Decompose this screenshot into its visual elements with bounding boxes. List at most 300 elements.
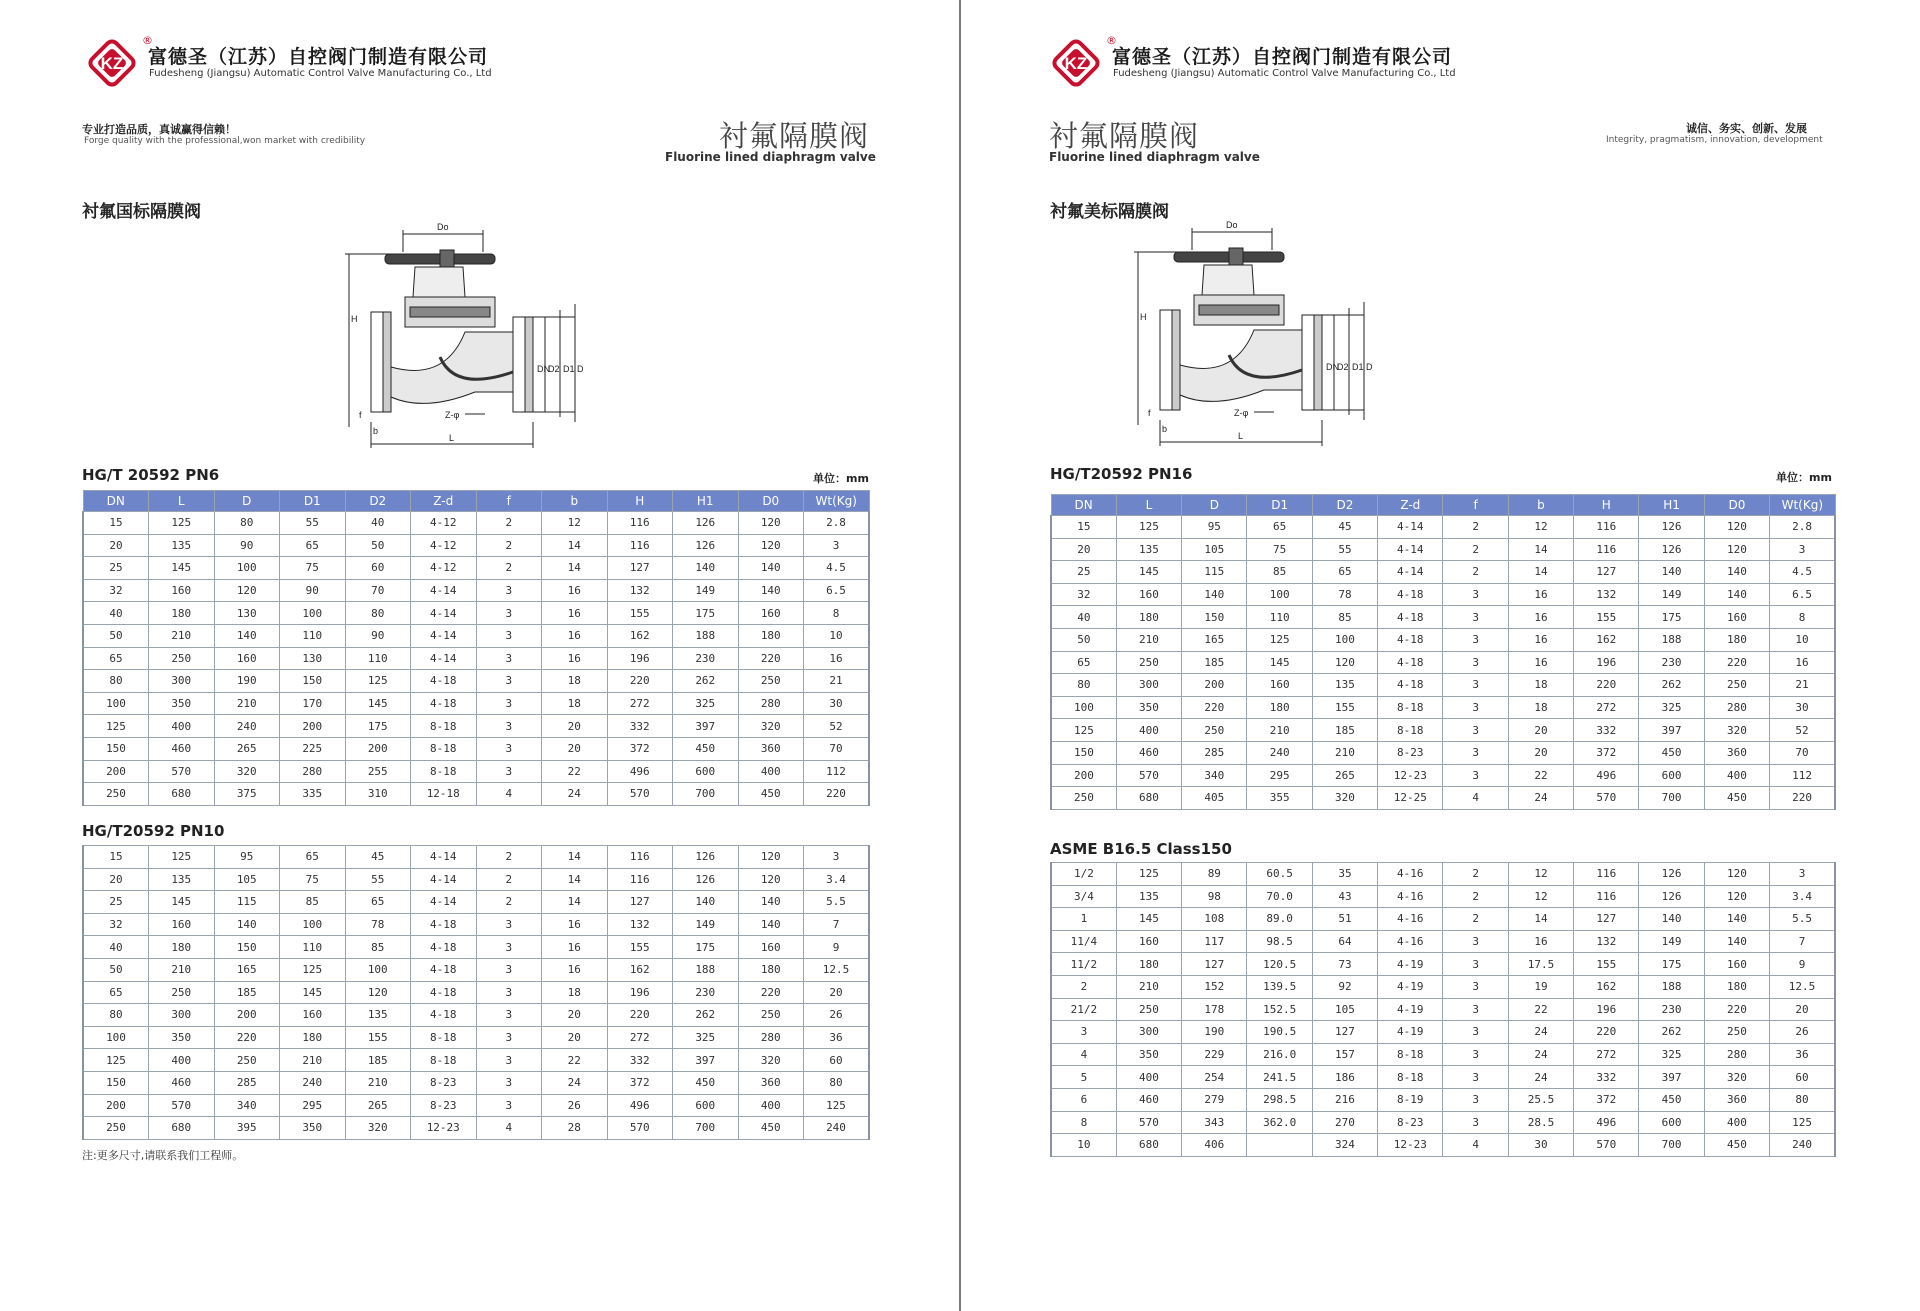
column-header: D (1182, 495, 1247, 516)
table-row (1051, 1066, 1835, 1089)
table-cell: 570 (149, 760, 215, 783)
table-cell: 254 (1182, 1066, 1247, 1089)
table-cell: 108 (1182, 908, 1247, 931)
table-cell: 18 (542, 981, 608, 1004)
table-row (1051, 998, 1835, 1021)
table-cell: 120 (738, 846, 804, 869)
table-cell: 116 (1574, 516, 1639, 539)
table-cell: 332 (607, 715, 673, 738)
table-cell: 12-18 (411, 783, 477, 806)
table-cell: 250 (1116, 998, 1181, 1021)
table-cell: 3 (1443, 674, 1508, 697)
table-cell: 3 (476, 715, 542, 738)
table-cell: 26 (542, 1094, 608, 1117)
table-cell: 149 (1639, 930, 1704, 953)
table-cell: 18 (1508, 696, 1573, 719)
table-cell: 105 (214, 868, 280, 891)
table-cell: 229 (1182, 1043, 1247, 1066)
table-cell: 220 (1574, 1021, 1639, 1044)
table-cell: 250 (1116, 651, 1181, 674)
table-cell: 110 (280, 624, 346, 647)
table-cell: 4 (1443, 1134, 1508, 1157)
table-cell: 150 (214, 936, 280, 959)
table-cell: 272 (607, 1026, 673, 1049)
table-label-pn16: HG/T20592 PN16 (1050, 465, 1193, 483)
table-label-pn10: HG/T20592 PN10 (82, 822, 225, 840)
label-b: b (373, 426, 379, 436)
table-cell: 140 (1704, 908, 1769, 931)
table-cell: 310 (345, 783, 411, 806)
table-cell: 16 (1508, 651, 1573, 674)
table-cell: 127 (1182, 953, 1247, 976)
label-h: H (1140, 312, 1147, 322)
table-cell: 180 (738, 624, 804, 647)
table-cell: 4-14 (1378, 516, 1443, 539)
table-cell: 162 (1574, 975, 1639, 998)
table-cell: 16 (542, 624, 608, 647)
table-cell: 4-18 (411, 936, 477, 959)
table-cell: 95 (1182, 516, 1247, 539)
table-cell: 180 (149, 602, 215, 625)
table-cell: 85 (1312, 606, 1377, 629)
kz-logo-icon (1044, 38, 1108, 88)
table-cell: 350 (149, 692, 215, 715)
table-cell: 3 (1443, 975, 1508, 998)
table-cell: 5.5 (804, 891, 870, 914)
table-cell: 8-19 (1378, 1088, 1443, 1111)
table-cell: 360 (738, 1071, 804, 1094)
table-cell: 28.5 (1508, 1111, 1573, 1134)
table-cell: 112 (804, 760, 870, 783)
table-cell: 20 (83, 534, 149, 557)
table-row (83, 670, 869, 693)
table-cell: 4-18 (411, 958, 477, 981)
table-cell: 190 (214, 670, 280, 693)
table-cell: 157 (1312, 1043, 1377, 1066)
table-cell: 85 (280, 891, 346, 914)
table-cell: 16 (542, 647, 608, 670)
footnote: 注:更多尺寸,请联系我们工程师。 (82, 1149, 244, 1162)
table-cell: 16 (542, 936, 608, 959)
table-row (1051, 1111, 1835, 1134)
table-cell: 350 (1116, 1043, 1181, 1066)
table-cell: 50 (345, 534, 411, 557)
table-cell: 3/4 (1051, 885, 1116, 908)
table-row (1051, 885, 1835, 908)
table-cell: 80 (1770, 1088, 1835, 1111)
table-cell: 22 (542, 1049, 608, 1072)
table-cell: 680 (1116, 787, 1181, 810)
table-cell: 250 (738, 670, 804, 693)
table-cell: 3 (1443, 719, 1508, 742)
table-cell: 10 (804, 624, 870, 647)
table-cell: 127 (1574, 561, 1639, 584)
table-cell: 12 (1508, 516, 1573, 539)
table-cell: 145 (149, 891, 215, 914)
table-cell: 12-23 (411, 1117, 477, 1140)
table-cell: 90 (280, 579, 346, 602)
table-row (1051, 674, 1835, 697)
table-cell: 8-18 (1378, 1066, 1443, 1089)
table-cell: 60 (1770, 1066, 1835, 1089)
table-cell: 4-12 (411, 512, 477, 535)
table-cell: 65 (83, 981, 149, 1004)
table-cell: 279 (1182, 1088, 1247, 1111)
table-row (1051, 1043, 1835, 1066)
table-cell: 3 (476, 958, 542, 981)
table-cell: 400 (149, 715, 215, 738)
table-cell: 3.4 (1770, 885, 1835, 908)
table-cell: 405 (1182, 787, 1247, 810)
table-cell: 680 (149, 783, 215, 806)
company-name-en: Fudesheng (Jiangsu) Automatic Control Valve Manufacturing Co., Ltd (1113, 68, 1456, 79)
table-cell: 4-14 (411, 647, 477, 670)
table-cell: 230 (673, 647, 739, 670)
column-header: Wt(Kg) (1770, 495, 1835, 516)
column-header: DN (1051, 495, 1116, 516)
table-cell: 4 (1443, 787, 1508, 810)
table-cell: 200 (1051, 764, 1116, 787)
table-cell: 375 (214, 783, 280, 806)
label-z: Z-φ (445, 410, 460, 420)
table-cell: 116 (607, 868, 673, 891)
table-cell: 332 (1574, 1066, 1639, 1089)
table-cell: 30 (1770, 696, 1835, 719)
column-header: H (607, 491, 673, 512)
table-cell: 300 (149, 670, 215, 693)
table-cell: 450 (1639, 1088, 1704, 1111)
table-cell: 140 (738, 891, 804, 914)
table-cell: 120 (738, 512, 804, 535)
table-cell: 140 (738, 579, 804, 602)
table-cell: 15 (1051, 516, 1116, 539)
table-cell: 73 (1312, 953, 1377, 976)
table-cell: 240 (804, 1117, 870, 1140)
table-cell: 116 (1574, 538, 1639, 561)
table-cell: 400 (1704, 1111, 1769, 1134)
table-row (83, 647, 869, 670)
table-cell: 21 (804, 670, 870, 693)
column-header: D (214, 491, 280, 512)
table-cell: 6 (1051, 1088, 1116, 1111)
table-cell: 180 (1704, 975, 1769, 998)
label-do: Do (437, 222, 449, 232)
table-header-row (1051, 495, 1835, 516)
table-cell: 196 (607, 647, 673, 670)
table-cell: 120 (1704, 863, 1769, 886)
table-row (1051, 975, 1835, 998)
table-cell: 160 (1704, 953, 1769, 976)
table-cell: 8-23 (1378, 741, 1443, 764)
table-row (83, 760, 869, 783)
table-cell: 210 (1247, 719, 1312, 742)
table-cell: 220 (738, 981, 804, 1004)
table-cell: 145 (1116, 908, 1181, 931)
table-cell: 24 (1508, 1066, 1573, 1089)
table-cell: 170 (280, 692, 346, 715)
table-cell: 4-18 (1378, 628, 1443, 651)
table-cell: 8-18 (411, 737, 477, 760)
table-row (83, 557, 869, 580)
table-cell: 16 (1508, 583, 1573, 606)
table-cell: 3 (1770, 863, 1835, 886)
table-cell: 220 (1574, 674, 1639, 697)
table-cell: 250 (1051, 787, 1116, 810)
table-cell: 160 (280, 1004, 346, 1027)
table-cell: 65 (1051, 651, 1116, 674)
label-d2: D2 (548, 364, 560, 374)
table-cell: 100 (1312, 628, 1377, 651)
table-cell: 188 (1639, 628, 1704, 651)
table-cell: 149 (673, 913, 739, 936)
table-cell: 6.5 (804, 579, 870, 602)
label-z: Z-φ (1234, 408, 1249, 418)
label-h: H (351, 314, 358, 324)
table-cell: 210 (280, 1049, 346, 1072)
label-b: b (1162, 424, 1168, 434)
table-cell: 220 (1704, 998, 1769, 1021)
table-cell: 65 (345, 891, 411, 914)
table-cell: 4-18 (1378, 651, 1443, 674)
label-l: L (449, 433, 455, 443)
table-cell: 272 (607, 692, 673, 715)
table-cell: 400 (1704, 764, 1769, 787)
table-row (1051, 696, 1835, 719)
table-cell: 295 (280, 1094, 346, 1117)
table-cell: 496 (607, 1094, 673, 1117)
table-cell: 2 (1051, 975, 1116, 998)
unit-label: 单位：mm (813, 472, 869, 485)
table-cell: 230 (1639, 998, 1704, 1021)
table-cell: 149 (673, 579, 739, 602)
table-row (83, 868, 869, 891)
table-cell: 460 (149, 737, 215, 760)
table-cell: 100 (83, 1026, 149, 1049)
table-cell: 265 (1312, 764, 1377, 787)
table-row (1051, 741, 1835, 764)
table-cell: 190.5 (1247, 1021, 1312, 1044)
table-cell: 298.5 (1247, 1088, 1312, 1111)
table-pn16 (1050, 494, 1836, 810)
table-cell: 16 (1508, 606, 1573, 629)
table-cell: 3 (476, 981, 542, 1004)
table-cell: 400 (738, 1094, 804, 1117)
table-cell: 680 (149, 1117, 215, 1140)
table-cell: 450 (1639, 741, 1704, 764)
table-cell: 395 (214, 1117, 280, 1140)
table-row (1051, 561, 1835, 584)
table-cell: 360 (1704, 1088, 1769, 1111)
table-cell: 285 (214, 1071, 280, 1094)
table-cell: 4-18 (411, 981, 477, 1004)
table-cell: 180 (1247, 696, 1312, 719)
table-cell: 210 (149, 958, 215, 981)
table-cell: 80 (1051, 674, 1116, 697)
table-cell: 135 (149, 868, 215, 891)
table-cell: 20 (83, 868, 149, 891)
table-cell: 280 (1704, 696, 1769, 719)
table-cell: 18 (542, 692, 608, 715)
table-cell: 2 (476, 891, 542, 914)
column-header: H (1574, 495, 1639, 516)
kz-logo-icon (80, 38, 144, 88)
table-cell: 360 (738, 737, 804, 760)
table-cell: 126 (1639, 863, 1704, 886)
table-cell: 60 (345, 557, 411, 580)
table-cell: 125 (280, 958, 346, 981)
table-cell: 20 (1508, 741, 1573, 764)
table-cell: 145 (149, 557, 215, 580)
table-cell: 24 (1508, 1021, 1573, 1044)
table-cell: 160 (1704, 606, 1769, 629)
table-cell: 3 (1443, 1088, 1508, 1111)
table-cell: 180 (738, 958, 804, 981)
table-cell: 40 (1051, 606, 1116, 629)
table-cell: 3 (1443, 1066, 1508, 1089)
table-cell: 180 (1116, 606, 1181, 629)
table-cell: 570 (1574, 787, 1639, 810)
table-row (1051, 628, 1835, 651)
table-cell: 8 (804, 602, 870, 625)
table-cell: 18 (1508, 674, 1573, 697)
table-row (83, 737, 869, 760)
table-cell: 570 (1116, 764, 1181, 787)
table-cell: 110 (345, 647, 411, 670)
table-cell: 4-19 (1378, 1021, 1443, 1044)
table-cell: 2 (476, 534, 542, 557)
table-cell: 350 (1116, 696, 1181, 719)
table-cell: 175 (1639, 606, 1704, 629)
table-cell: 40 (345, 512, 411, 535)
table-row (83, 958, 869, 981)
table-cell: 16 (542, 579, 608, 602)
table-cell: 600 (1639, 764, 1704, 787)
table-cell: 320 (738, 715, 804, 738)
product-title-cn: 衬氟隔膜阀 (719, 119, 870, 153)
table-cell: 162 (607, 624, 673, 647)
table-cell: 450 (673, 737, 739, 760)
table-cell: 2 (476, 512, 542, 535)
table-cell: 3 (1443, 741, 1508, 764)
column-header: f (476, 491, 542, 512)
column-header: D2 (345, 491, 411, 512)
table-cell: 240 (214, 715, 280, 738)
table-cell: 140 (1182, 583, 1247, 606)
table-cell: 14 (542, 868, 608, 891)
table-cell: 210 (214, 692, 280, 715)
table-cell: 100 (1247, 583, 1312, 606)
table-cell: 26 (804, 1004, 870, 1027)
table-cell: 140 (738, 557, 804, 580)
table-cell: 98 (1182, 885, 1247, 908)
column-header: D2 (1312, 495, 1377, 516)
table-cell: 21/2 (1051, 998, 1116, 1021)
table-cell: 250 (83, 1117, 149, 1140)
table-cell: 126 (673, 512, 739, 535)
table-cell: 70 (345, 579, 411, 602)
table-cell: 98.5 (1247, 930, 1312, 953)
table-cell: 8-18 (411, 715, 477, 738)
table-cell: 220 (1770, 787, 1835, 810)
table-cell: 127 (1312, 1021, 1377, 1044)
table-cell: 116 (607, 534, 673, 557)
table-cell: 132 (607, 579, 673, 602)
table-cell: 100 (280, 913, 346, 936)
table-cell: 150 (83, 1071, 149, 1094)
table-cell: 24 (542, 783, 608, 806)
table-cell: 162 (1574, 628, 1639, 651)
table-cell: 4-18 (1378, 606, 1443, 629)
table-cell: 18 (542, 670, 608, 693)
table-cell: 210 (149, 624, 215, 647)
table-cell: 280 (738, 692, 804, 715)
table-cell: 60 (804, 1049, 870, 1072)
table-cell: 20 (1508, 719, 1573, 742)
table-cell: 75 (280, 557, 346, 580)
table-cell: 78 (345, 913, 411, 936)
table-cell: 160 (214, 647, 280, 670)
table-cell: 8-18 (411, 760, 477, 783)
table-cell: 324 (1312, 1134, 1377, 1157)
table-cell: 89 (1182, 863, 1247, 886)
table-cell: 22 (1508, 764, 1573, 787)
table-cell: 14 (542, 534, 608, 557)
table-cell: 3 (1051, 1021, 1116, 1044)
table-cell: 196 (607, 981, 673, 1004)
table-cell: 250 (149, 647, 215, 670)
table-header-row (83, 491, 869, 512)
table-row (83, 1094, 869, 1117)
table-cell: 240 (280, 1071, 346, 1094)
table-cell: 3 (1443, 1043, 1508, 1066)
table-cell: 4-18 (411, 913, 477, 936)
table-cell: 200 (1182, 674, 1247, 697)
table-cell: 3 (1443, 930, 1508, 953)
table-cell: 178 (1182, 998, 1247, 1021)
table-cell: 116 (1574, 863, 1639, 886)
table-cell: 50 (83, 624, 149, 647)
table-cell: 4-19 (1378, 953, 1443, 976)
table-cell: 125 (1116, 863, 1181, 886)
table-cell: 2 (476, 846, 542, 869)
table-cell: 21 (1770, 674, 1835, 697)
table-cell: 8-23 (411, 1071, 477, 1094)
table-cell: 25 (83, 891, 149, 914)
table-cell: 400 (1116, 719, 1181, 742)
table-row (83, 624, 869, 647)
table-cell: 335 (280, 783, 346, 806)
table-cell: 160 (738, 602, 804, 625)
table-cell: 200 (83, 760, 149, 783)
table-cell: 12-23 (1378, 1134, 1443, 1157)
table-cell: 125 (345, 670, 411, 693)
table-cell: 3 (1770, 538, 1835, 561)
table-cell: 140 (673, 891, 739, 914)
table-cell: 196 (1574, 998, 1639, 1021)
label-dn: DN (1326, 362, 1339, 372)
table-cell: 4-14 (411, 602, 477, 625)
table-cell: 4-14 (411, 846, 477, 869)
table-cell: 340 (214, 1094, 280, 1117)
table-cell: 4-18 (411, 670, 477, 693)
table-cell: 25 (83, 557, 149, 580)
table-cell: 95 (214, 846, 280, 869)
table-cell: 32 (83, 913, 149, 936)
table-cell: 32 (1051, 583, 1116, 606)
table-cell: 100 (280, 602, 346, 625)
table-cell: 2 (1443, 561, 1508, 584)
table-cell: 16 (542, 958, 608, 981)
